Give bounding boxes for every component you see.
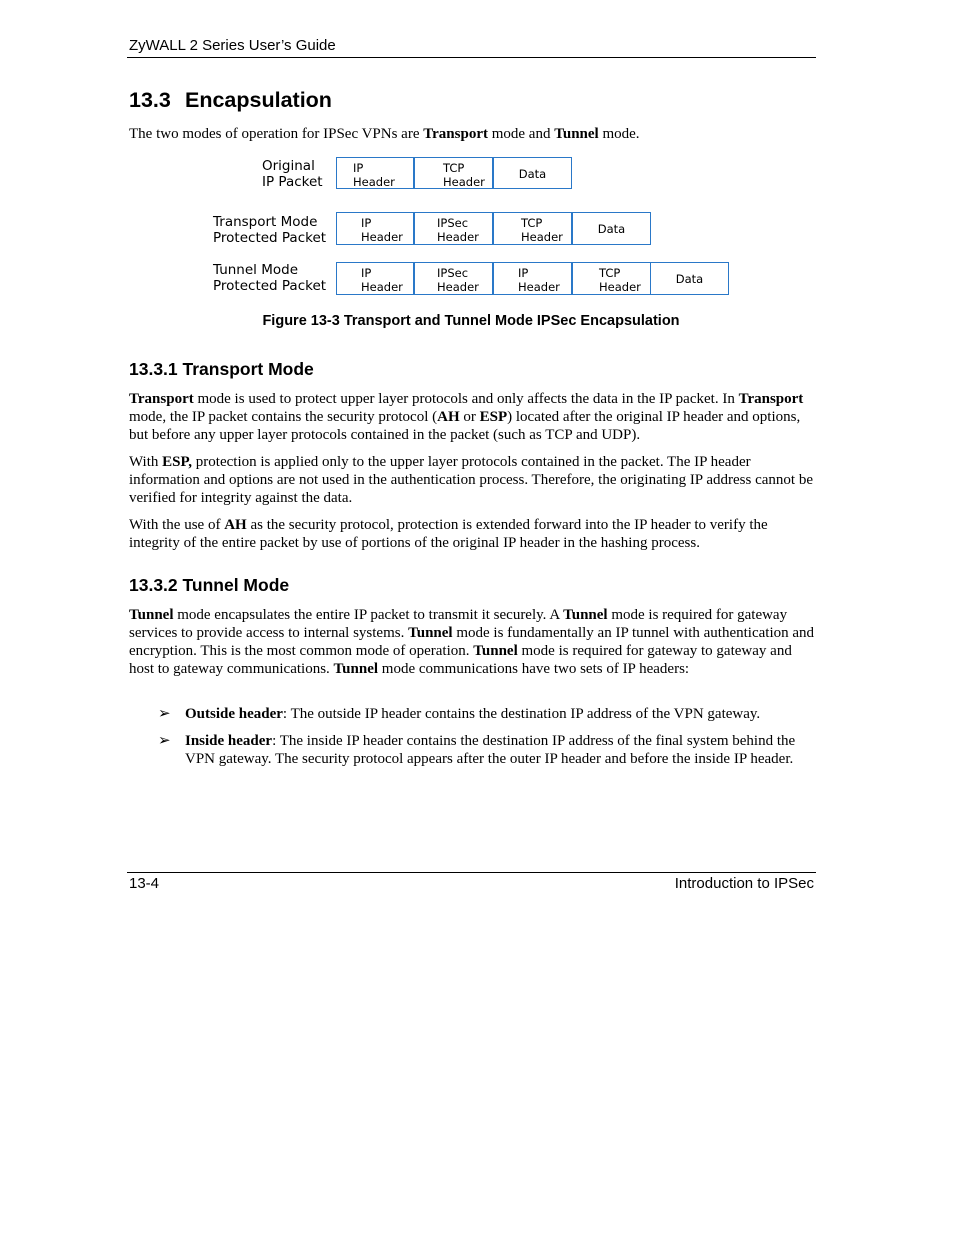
cell-line: Header [599,280,641,294]
bold-term: Tunnel [129,607,174,623]
packet-cell-tcp-header [414,157,493,189]
cell-line: Header [443,175,485,189]
intro-paragraph [129,125,817,143]
row-label-transport [213,214,326,246]
figure-caption: Figure 13-3 Transport and Tunnel Mode IPSec Encapsulation [262,313,680,329]
running-header: ZyWALL 2 Series User’s Guide [129,37,336,54]
cell-line: Data [518,167,547,181]
row-label-line: Tunnel Mode [213,262,298,278]
packet-cell-tcp-header [572,262,651,295]
body-text: protection is applied only to the upper layer protocols contained in the packet. The IP header information and options are not used in the authentication process. Therefore, the originating IP address cannot be verified for integrity against the data. [129,454,813,506]
body-text: ) located after the original IP header and options, but before any upper layer protocols contained in the packet (such as TCP and UDP). [129,409,801,443]
body-text: mode encapsulates the entire IP packet to transmit it securely. A [173,607,564,623]
bold-term: Transport [129,391,194,407]
section-heading [129,88,332,113]
packet-cell-data [572,212,651,245]
cell-line: TCP [521,216,543,230]
cell-line: Data [597,222,626,236]
cell-line: IPSec [437,266,469,280]
cell-line: IP [518,266,529,280]
cell-line: TCP [443,161,465,175]
bold-term: Transport [738,391,804,407]
arrow-bullet-icon: ➢ [158,706,171,722]
packet-cell-ipsec-header [414,262,493,295]
row-label-tunnel [213,262,326,294]
packet-cell-ip-header [336,262,414,295]
page-number: 13-4 [129,875,160,892]
row-label-line: Transport Mode [213,214,318,230]
cell-line: Header [518,280,560,294]
bold-term: Tunnel [408,625,453,641]
cell-line: IPSec [437,216,469,230]
body-text: : The inside IP header contains the destination IP address of the final system behind the VPN gateway. The security protocol appears after the outer IP header and before the inside IP header. [185,733,796,767]
cell-line: Header [437,280,479,294]
row-label-original [262,158,323,190]
subsection-heading-tunnel: 13.3.2 Tunnel Mode [129,575,290,595]
row-label-line: Original [262,158,315,174]
header-rule [127,57,816,58]
body-text: or [459,409,480,425]
cell-line: Header [353,175,395,189]
intro-text-1: The two modes of operation for IPSec VPNs are [129,126,424,142]
subsection-heading-transport: 13.3.1 Transport Mode [129,359,314,379]
row-label-line: Protected Packet [213,278,327,294]
bold-term: Inside header [185,733,273,749]
cell-line: IP [361,266,372,280]
body-text: mode is used to protect upper layer protocols and only affects the data in the IP packet. In [193,391,739,407]
transport-paragraph-3 [129,516,817,552]
section-title: Encapsulation [185,88,332,112]
body-text: mode is required for gateway services to provide access to internal systems. [129,607,788,641]
arrow-bullet-icon: ➢ [158,733,171,749]
body-text: With [129,454,163,470]
body-text: mode is required for gateway to gateway and host to gateway communications. [129,643,792,677]
cell-line: Header [361,230,403,244]
encapsulation-diagram [205,152,745,300]
cell-line: Header [521,230,563,244]
bold-term: Tunnel [563,607,608,623]
packet-cell-data [493,157,572,189]
packet-cell-tcp-header [493,212,572,245]
intro-bold-transport: Transport [423,126,488,142]
chapter-title: Introduction to IPSec [674,875,814,892]
body-text: mode, the IP packet contains the security protocol ( [129,409,438,425]
packet-cell-data [650,262,729,295]
cell-line: Header [361,280,403,294]
intro-text-3: mode. [598,126,640,142]
bold-term: ESP, [162,454,193,470]
cell-line: IP [353,161,364,175]
bold-term: AH [224,517,247,533]
packet-cell-ip-header [336,157,414,189]
row-label-line: IP Packet [262,174,323,190]
intro-bold-tunnel: Tunnel [554,126,599,142]
body-text: as the security protocol, protection is extended forward into the IP header to verify the integrity of the entire packet by use of portions of the original IP header in the hashing process. [129,517,768,551]
transport-paragraph-2 [129,453,817,507]
body-text: mode communications have two sets of IP headers: [378,661,690,677]
bold-term: Outside header [185,706,283,722]
cell-line: IP [361,216,372,230]
bullet-item-inside-header [185,732,815,768]
transport-paragraph-1 [129,390,817,444]
cell-line: Header [437,230,479,244]
tunnel-paragraph-1 [129,606,817,678]
bold-term: AH [437,409,460,425]
bullet-item-outside-header [185,705,815,723]
packet-cell-ip-header [336,212,414,245]
section-number: 13.3 [129,88,171,112]
cell-line: Data [675,272,704,286]
packet-cell-inner-ip-header [493,262,572,295]
body-text: With the use of [129,517,225,533]
bold-term: Tunnel [473,643,518,659]
bold-term: Tunnel [333,661,379,677]
body-text: mode is fundamentally an IP tunnel with authentication and encryption. This is the most common mode of operation. [129,625,815,659]
row-label-line: Protected Packet [213,230,327,246]
body-text: : The outside IP header contains the destination IP address of the VPN gateway. [282,706,761,722]
cell-line: TCP [599,266,621,280]
footer-rule [127,872,816,873]
packet-cell-ipsec-header [414,212,493,245]
intro-text-2: mode and [487,126,555,142]
bold-term: ESP [479,409,508,425]
